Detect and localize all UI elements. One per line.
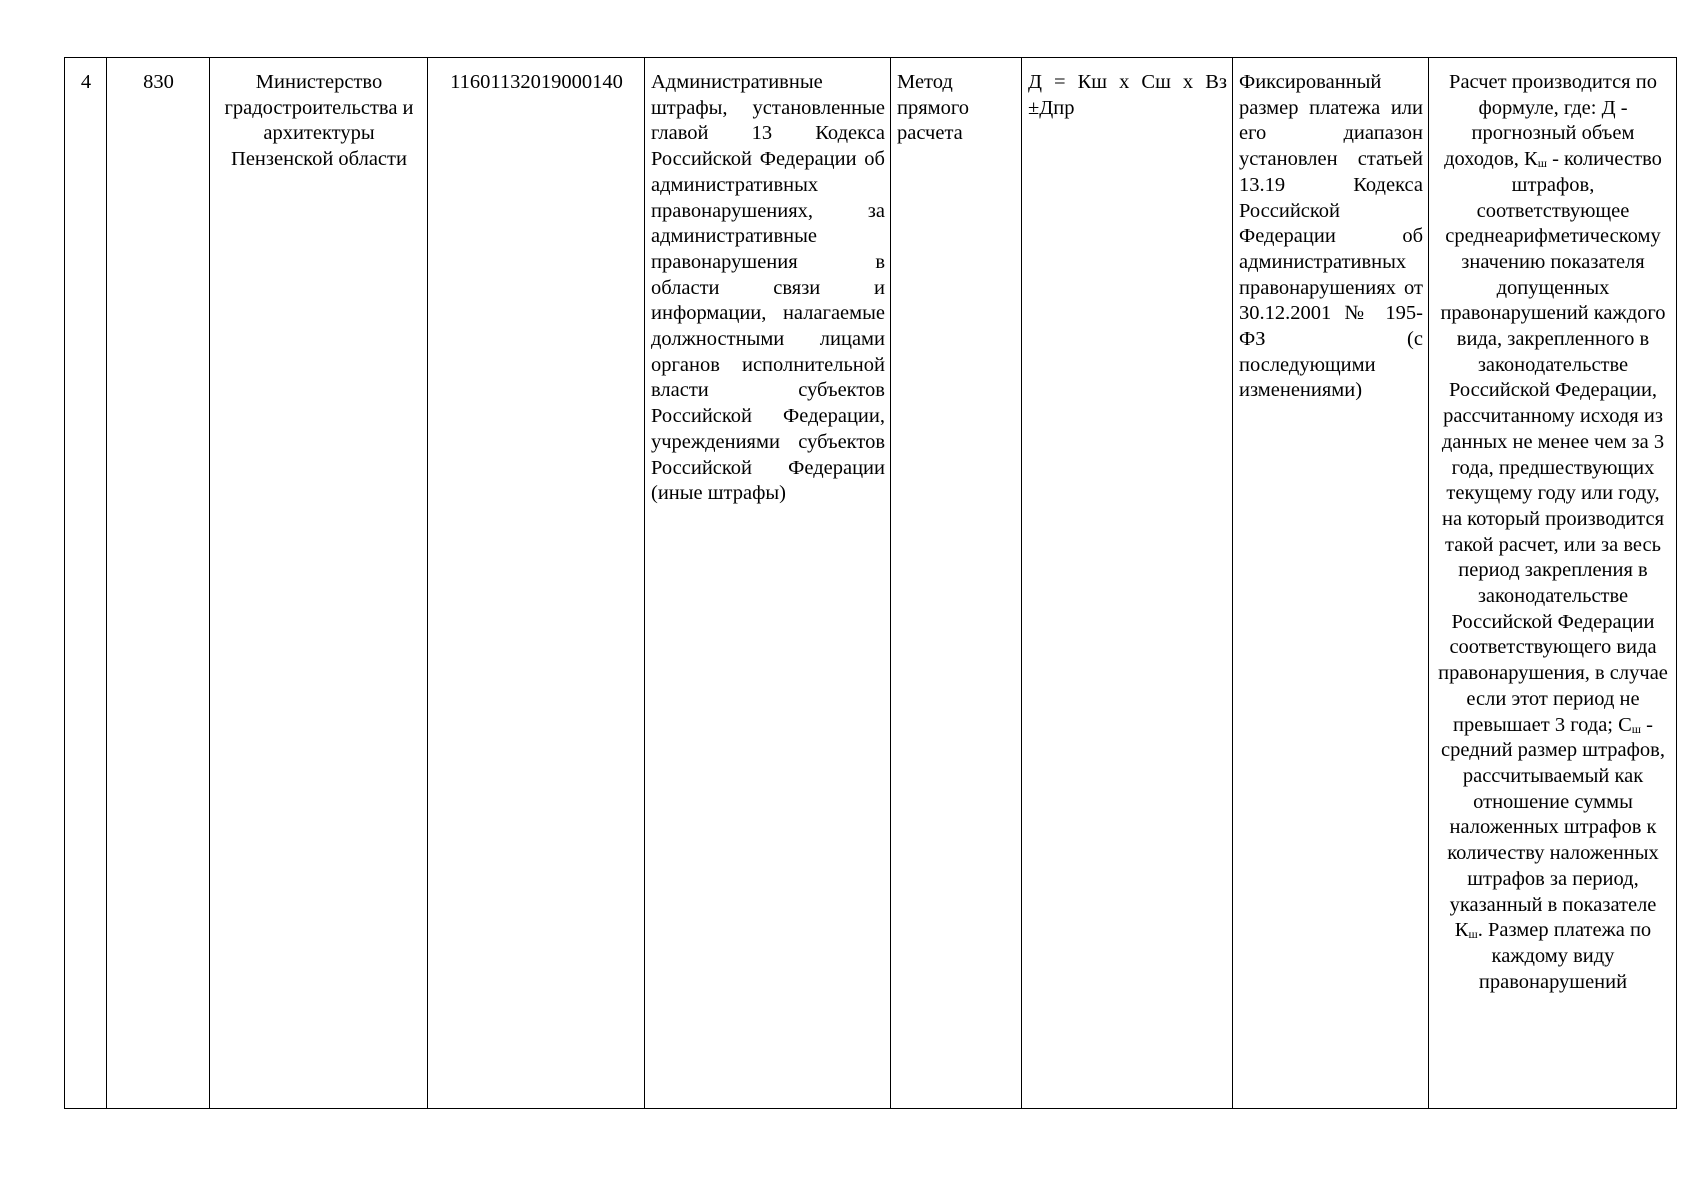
description-cell: [1429, 58, 1677, 1109]
subscript-sh: ш: [1537, 156, 1547, 171]
income-name-cell: Административные штрафы, установленные главой 13 Кодекса Российской Федерации об административных правонарушениях, за административные правонарушения в области связи и информации, налагаемые должностными лицами органов исполнительной власти субъектов Российской Федерации, учреждениями субъектов Российской Федерации (иные штрафы): [645, 58, 891, 1109]
kbk-code-cell: 11601132019000140: [428, 58, 645, 1109]
table-row: [65, 58, 1677, 1109]
row-number-cell: 4: [65, 58, 107, 1109]
admin-code-cell: 830: [107, 58, 210, 1109]
description-text: - средний размер штрафов, рассчитываемый как отношение суммы наложенных штрафов к количеству наложенных штрафов за период, указанный в показателе К: [1441, 713, 1665, 942]
method-cell: Метод прямого расчета: [891, 58, 1022, 1109]
subscript-sh: ш: [1468, 927, 1478, 942]
subscript-sh: ш: [1631, 721, 1642, 736]
administrator-cell: Министерство градостроительства и архитектуры Пензенской области: [210, 58, 428, 1109]
algorithm-cell: Фиксированный размер платежа или его диапазон установлен статьей 13.19 Кодекса Российской Федерации об административных правонарушениях от 30.12.2001 № 195-ФЗ (с последующими изменениями): [1233, 58, 1429, 1109]
description-text: . Размер платежа по каждому виду правонарушений: [1477, 919, 1652, 993]
formula-cell: Д = Кш х Сш х Вз ±Дпр: [1022, 58, 1233, 1109]
description-text: Расчет производится по формуле, где: Д - прогнозный объем доходов, К: [1444, 71, 1657, 171]
revenue-forecast-table: [64, 57, 1677, 1109]
description-text: - количество штрафов, соответствующее среднеарифметическому значению показателя допущенных правонарушений каждого вида, закрепленного в законодательстве Российской Федерации, рассчитанному исходя из данных не менее чем за 3 года, предшествующих текущему году или году, на который производится такой расчет, или за весь период закрепления в законодательстве Российской Федерации соответствующего вида правонарушения, в случае если этот период не превышает 3 года; С: [1438, 148, 1668, 736]
